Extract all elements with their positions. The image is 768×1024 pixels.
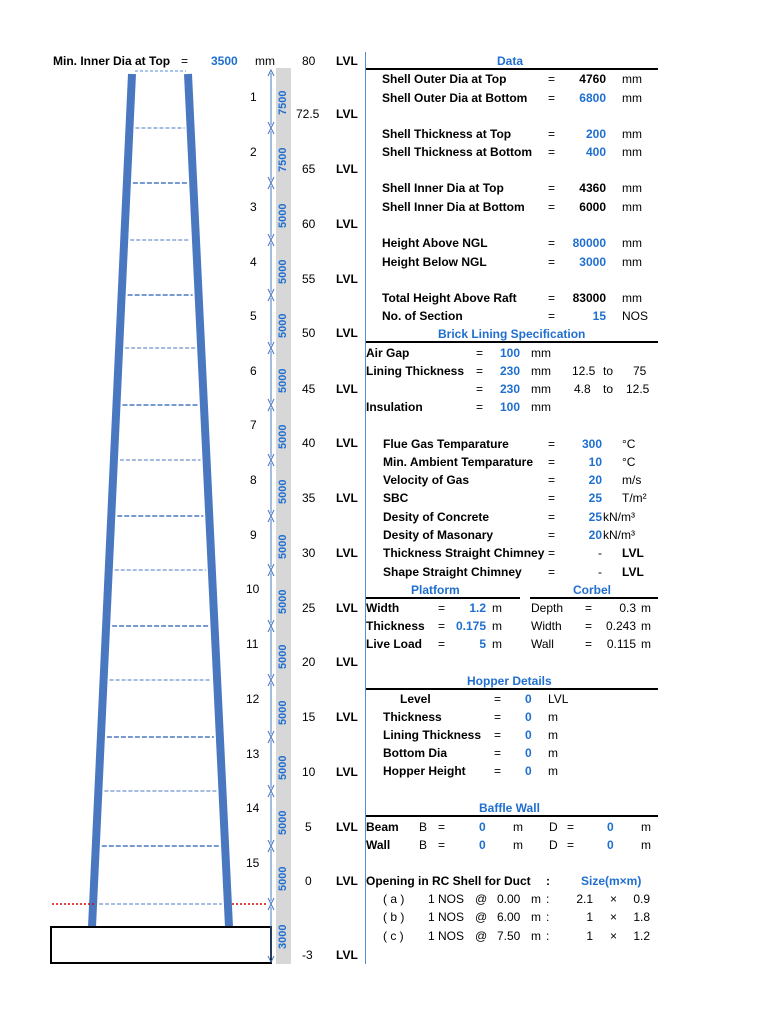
opening-size-label: Size(m×m) [581,874,642,888]
lining2-value: 230 [500,382,521,396]
opening-row-nos: 1 NOS [428,910,465,924]
level-suffix: LVL [336,382,358,396]
lining2-from: 4.8 [574,382,591,396]
corbel-row-label: Width [531,619,562,633]
corbel-row-label: Wall [531,637,554,651]
dimension-value: 5000 [277,259,289,284]
lining1-to: 75 [633,364,647,378]
hopper-row-label: Thickness [383,710,442,724]
baffle-b-eq: = [438,838,446,852]
hopper-row-label: Lining Thickness [383,728,482,742]
section-number: 7 [250,418,257,432]
dimension-value: 5000 [277,700,289,725]
level-value: 25 [302,601,316,615]
level-value: 10 [302,765,316,779]
level-suffix: LVL [336,601,358,615]
insulation-unit: mm [531,400,551,414]
gas-row-unit: °C [622,437,636,451]
baffle-row-label: Beam [366,820,399,834]
gas-row-label: Desity of Masonary [383,528,494,542]
opening-row-id: ( c ) [383,929,404,943]
section-number: 8 [250,473,257,487]
level-value: 30 [302,546,316,560]
platform-row-unit: m [492,619,502,633]
data-row-value: 15 [592,309,606,323]
dimension-value: 3000 [277,924,289,949]
hopper-row-eq: = [494,728,502,742]
opening-title: Opening in RC Shell for Duct [366,874,531,888]
level-suffix: LVL [336,655,358,669]
data-row-eq: = [548,200,556,214]
opening-row-colon: : [546,892,550,906]
opening-row-height: 0.9 [633,892,650,906]
gas-row-value: 25 [588,491,602,505]
platform-row-value: 0.175 [455,619,486,633]
corbel-row-eq: = [585,637,593,651]
dimension-value: 7500 [277,90,289,115]
level-value: 0 [305,874,312,888]
baffle-d-eq: = [567,820,575,834]
data-row-eq: = [548,72,556,86]
corbel-row-value: 0.243 [605,619,636,633]
hopper-row-unit: m [548,746,558,760]
gas-row-label: SBC [383,491,409,505]
gas-row-value: 300 [581,437,602,451]
opening-row-at: @ [475,910,488,924]
gas-row-value: 20 [588,473,602,487]
hopper-row-label: Level [400,692,431,706]
hopper-rule [366,688,658,690]
section-number: 13 [246,747,260,761]
level-suffix: LVL [336,162,358,176]
level-value: 20 [302,655,316,669]
section-number: 14 [246,801,260,815]
platform-row-unit: m [492,637,502,651]
data-row-label: Shell Inner Dia at Top [382,181,504,195]
data-rule [366,68,658,70]
brick-title: Brick Lining Specification [438,327,586,341]
data-row-unit: mm [622,255,642,269]
platform-row-label: Live Load [366,637,423,651]
level-suffix: LVL [336,272,358,286]
data-row-eq: = [548,181,556,195]
gas-row-label: Velocity of Gas [383,473,470,487]
gas-row-eq: = [548,491,556,505]
data-row-label: Shell Inner Dia at Bottom [382,200,525,214]
gas-row-value: 20 [588,528,602,542]
level-value: 35 [302,491,316,505]
section-number: 1 [250,90,257,104]
platform-row-eq: = [438,619,446,633]
section-number: 5 [250,309,257,323]
baffle-d-eq: = [567,838,575,852]
baffle-row-label: Wall [366,838,391,852]
baffle-b-value: 0 [479,838,486,852]
corbel-row-value: 0.115 [606,637,636,651]
data-row-label: Total Height Above Raft [382,291,517,305]
dimension-value: 5000 [277,755,289,780]
platform-row-label: Thickness [366,619,425,633]
level-value: 55 [302,272,316,286]
data-row-value: 200 [585,127,606,141]
level-value: 72.5 [296,107,320,121]
gas-row-eq: = [548,565,556,579]
opening-row-pos: 6.00 [497,910,521,924]
gas-row-eq: = [548,528,556,542]
opening-row-width: 1 [586,929,593,943]
level-suffix: LVL [336,874,358,888]
opening-row-times: × [610,910,618,924]
data-title: Data [497,54,524,68]
level-value: 15 [302,710,316,724]
gas-row-unit: m/s [622,473,642,487]
insulation-value: 100 [500,400,521,414]
dimension-value: 5000 [277,534,289,559]
baffle-b-eq: = [438,820,446,834]
baffle-b-unit: m [513,820,523,834]
hopper-row-eq: = [494,764,502,778]
section-number: 11 [246,637,259,651]
data-row-unit: mm [622,291,642,305]
lining1-from: 12.5 [572,364,596,378]
opening-row-at: @ [475,929,488,943]
level-suffix: LVL [336,54,358,68]
baffle-title: Baffle Wall [479,801,540,815]
data-row-eq: = [548,309,556,323]
data-row-unit: mm [622,145,642,159]
gas-row-eq: = [548,546,556,560]
gas-row-label: Shape Straight Chimney [383,565,522,579]
level-value: 45 [302,382,316,396]
level-value: 5 [305,820,312,834]
opening-row-at: @ [475,892,488,906]
data-row-unit: mm [622,200,642,214]
corbel-row-eq: = [585,619,593,633]
data-row-value: 3000 [579,255,606,269]
data-row-eq: = [548,127,556,141]
data-row-label: Height Above NGL [382,236,488,250]
level-value: 40 [302,436,316,450]
gas-row-value: 25 [588,510,602,524]
platform-rule [366,597,520,599]
data-row-eq: = [548,236,556,250]
shell-right-wall [188,74,229,927]
data-row-unit: mm [622,181,642,195]
gas-row-eq: = [548,510,556,524]
lining2-to: 12.5 [626,382,650,396]
level-value: -3 [302,948,313,962]
level-suffix: LVL [336,765,358,779]
level-value: 65 [302,162,316,176]
data-row-label: Shell Outer Dia at Top [382,72,507,86]
hopper-row-label: Hopper Height [383,764,466,778]
platform-row-value: 1.2 [469,601,486,615]
hopper-row-eq: = [494,746,502,760]
section-number: 9 [250,528,257,542]
platform-row-eq: = [438,601,446,615]
platform-row-value: 5 [479,637,486,651]
baffle-b-value: 0 [479,820,486,834]
section-number: 10 [246,582,260,596]
dimension-value: 5000 [277,368,289,393]
data-row-value: 4360 [579,181,606,195]
opening-row-colon: : [546,929,550,943]
data-row-label: Shell Outer Dia at Bottom [382,91,528,105]
gas-row-eq: = [548,437,556,451]
opening-row-height: 1.2 [633,929,650,943]
hopper-row-value: 0 [525,746,532,760]
data-row-unit: mm [622,236,642,250]
level-value: 60 [302,217,316,231]
opening-row-nos: 1 NOS [428,929,465,943]
level-suffix: LVL [336,326,358,340]
gas-row-label: Desity of Concrete [383,510,490,524]
gas-row-value: - [598,546,602,560]
opening-row-colon: : [546,910,550,924]
platform-title: Platform [411,583,460,597]
air-gap-label: Air Gap [366,346,410,360]
top-dia-value: 3500 [211,54,238,68]
corbel-row-unit: m [641,601,651,615]
opening-row-width: 1 [586,910,593,924]
dimension-value: 7500 [277,147,289,172]
baffle-d-label: D [549,820,558,834]
data-row-unit: mm [622,127,642,141]
gas-row-eq: = [548,473,556,487]
lining1-unit: mm [531,364,551,378]
data-row-value: 4760 [579,72,606,86]
hopper-row-unit: m [548,710,558,724]
level-value: 50 [302,326,316,340]
lining2-to-word: to [603,382,614,396]
hopper-row-value: 0 [525,728,532,742]
level-suffix: LVL [336,491,358,505]
opening-row-pos: 7.50 [497,929,521,943]
section-number: 2 [250,145,257,159]
level-suffix: LVL [336,948,358,962]
gas-row-unit: °C [622,455,636,469]
corbel-row-label: Depth [531,601,564,615]
data-row-eq: = [548,91,556,105]
gas-row-unit: T/m² [622,491,647,505]
baffle-d-unit: m [641,820,651,834]
lining1-to-word: to [603,364,614,378]
top-dia-label: Min. Inner Dia at Top [53,54,171,68]
data-row-value: 80000 [572,236,606,250]
corbel-row-eq: = [585,601,593,615]
corbel-row-unit: m [641,637,651,651]
opening-row-nos: 1 NOS [428,892,465,906]
data-row-value: 400 [585,145,606,159]
hopper-row-unit: LVL [548,692,569,706]
hopper-row-value: 0 [525,764,532,778]
gas-row-eq: = [548,455,556,469]
opening-row-unit: m [531,929,541,943]
data-row-unit: NOS [622,309,649,323]
data-row-unit: mm [622,72,642,86]
baffle-rule [366,815,658,817]
baffle-b-label: B [419,820,428,834]
level-suffix: LVL [336,710,358,724]
gas-row-unit: kN/m³ [603,528,635,542]
dimension-value: 5000 [277,313,289,338]
data-row-value: 83000 [572,291,606,305]
section-number: 15 [246,856,260,870]
opening-row-unit: m [531,892,541,906]
corbel-row-unit: m [641,619,651,633]
gas-row-unit: kN/m³ [603,510,635,524]
baffle-d-value: 0 [607,820,614,834]
brick-rule [366,341,658,343]
gas-row-unit: LVL [622,546,644,560]
hopper-row-eq: = [494,710,502,724]
opening-row-unit: m [531,910,541,924]
baffle-d-label: D [549,838,558,852]
dimension-value: 5000 [277,589,289,614]
hopper-row-eq: = [494,692,502,706]
opening-row-times: × [610,892,618,906]
data-row-eq: = [548,145,556,159]
opening-row-height: 1.8 [633,910,650,924]
baffle-d-value: 0 [607,838,614,852]
level-suffix: LVL [336,546,358,560]
air-gap-unit: mm [531,346,551,360]
air-gap-value: 100 [500,346,521,360]
lining-label: Lining Thickness [366,364,465,378]
top-dia-unit: mm [255,54,275,68]
dimension-value: 5000 [277,644,289,669]
section-number: 6 [250,364,257,378]
lining1-value: 230 [500,364,521,378]
platform-row-eq: = [438,637,446,651]
corbel-row-value: 0.3 [619,601,636,615]
gas-row-label: Flue Gas Temparature [383,437,509,451]
raft-foundation [51,927,271,963]
dimension-value: 5000 [277,810,289,835]
section-number: 12 [246,692,260,706]
platform-row-unit: m [492,601,502,615]
section-number: 3 [250,200,257,214]
baffle-d-unit: m [641,838,651,852]
insulation-label: Insulation [366,400,423,414]
dimension-value: 5000 [277,424,289,449]
level-suffix: LVL [336,436,358,450]
data-row-label: Shell Thickness at Top [382,127,512,141]
gas-row-value: 10 [588,455,602,469]
corbel-rule [530,597,658,599]
lining2-unit: mm [531,382,551,396]
dimension-value: 5000 [277,203,289,228]
hopper-row-value: 0 [525,692,532,706]
opening-row-width: 2.1 [576,892,593,906]
gas-row-label: Thickness Straight Chimney [383,546,545,560]
data-row-value: 6000 [579,200,606,214]
hopper-row-label: Bottom Dia [383,746,447,760]
gas-row-unit: LVL [622,565,644,579]
section-number: 4 [250,255,257,269]
data-row-label: Shell Thickness at Bottom [382,145,533,159]
opening-row-times: × [610,929,618,943]
data-row-value: 6800 [579,91,606,105]
opening-row-pos: 0.00 [497,892,521,906]
hopper-row-unit: m [548,728,558,742]
baffle-b-label: B [419,838,428,852]
level-suffix: LVL [336,107,358,121]
level-suffix: LVL [336,217,358,231]
data-row-label: No. of Section [382,309,463,323]
hopper-row-unit: m [548,764,558,778]
opening-row-id: ( b ) [383,910,405,924]
data-row-unit: mm [622,91,642,105]
corbel-title: Corbel [573,583,612,597]
data-row-eq: = [548,291,556,305]
top-dia-eq: = [181,54,189,68]
opening-row-id: ( a ) [383,892,405,906]
level-suffix: LVL [336,820,358,834]
platform-row-label: Width [366,601,400,615]
gas-row-label: Min. Ambient Temparature [383,455,534,469]
dimension-value: 5000 [277,479,289,504]
level-value: 80 [302,54,316,68]
hopper-title: Hopper Details [467,674,552,688]
baffle-b-unit: m [513,838,523,852]
hopper-row-value: 0 [525,710,532,724]
data-row-label: Height Below NGL [382,255,487,269]
gas-row-value: - [598,565,602,579]
data-row-eq: = [548,255,556,269]
shell-left-wall [92,74,132,927]
dimension-value: 5000 [277,866,289,891]
